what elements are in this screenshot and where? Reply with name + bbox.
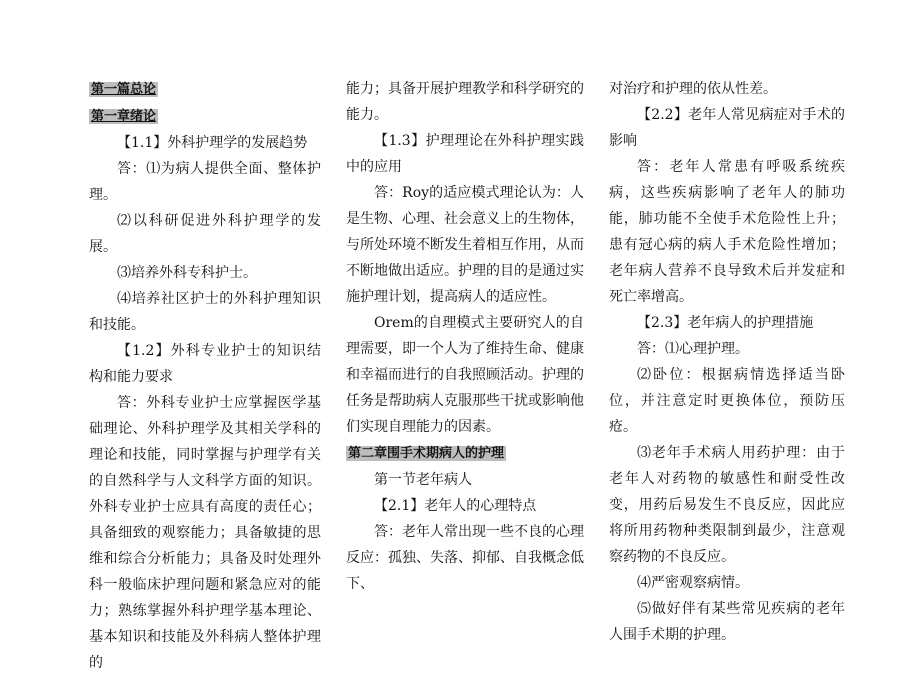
- section-1-title: 第一节老年病人: [374, 472, 472, 488]
- chapter-2-title: 第二章围手术期病人的护理: [348, 446, 505, 461]
- question-2-3: 【2.3】老年病人的护理措施: [637, 315, 814, 331]
- chapter-1-title: 第一章绪论: [91, 109, 157, 124]
- answer-1-1-item-4: ⑷培养社区护士的外科护理知识和技能。: [89, 291, 321, 333]
- answer-2-3-item-5: ⑸做好伴有某些常见疾病的老年人围手术期的护理。: [609, 601, 845, 643]
- column-left: [89, 76, 321, 676]
- answer-1-2-continued: 能力；具备开展护理教学和科学研究的能力。: [346, 81, 584, 123]
- question-2-2: 【2.2】老年人常见病症对手术的影响: [609, 107, 845, 149]
- answer-2-3-item-3: ⑶老年手术病人用药护理：由于老年人对药物的敏感性和耐受性改变，用药后易发生不良反应，因此应将所用药物种类限制到最少，注意观察药物的不良反应。: [609, 445, 845, 565]
- answer-1-2: 答：外科专业护士应掌握医学基础理论、外科护理学及其相关学科的理论和技能，同时掌握与护理学有关的自然科学与人文科学方面的知识。外科专业护士应具有高度的责任心；具备细致的观察能力；具备敏捷的思维和综合分析能力；具备及时处理外科一般临床护理问题和紧急应对的能力；熟练掌握外科护理学基本理论、基本知识和技能及外科病人整体护理的: [89, 395, 321, 671]
- answer-2-3-item-4: ⑷严密观察病情。: [637, 575, 749, 591]
- part-title: 第一篇总论: [91, 82, 157, 97]
- column-right: [609, 76, 845, 648]
- answer-2-3-item-2: ⑵卧位：根据病情选择适当卧位，并注意定时更换体位，预防压疮。: [609, 367, 845, 435]
- answer-2-1: 答：老年人常出现一些不良的心理反应：孤独、失落、抑郁、自我概念低下、: [346, 524, 584, 592]
- answer-2-1-continued: 对治疗和护理的依从性差。: [609, 81, 777, 97]
- answer-1-1-item-2: ⑵以科研促进外科护理学的发展。: [89, 213, 321, 255]
- question-1-3: 【1.3】护理理论在外科护理实践中的应用: [346, 133, 584, 175]
- answer-2-2: 答：老年人常患有呼吸系统疾病，这些疾病影响了老年人的肺功能，肺功能不全使手术危险性上升；患有冠心病的病人手术危险性增加；老年病人营养不良导致术后并发症和死亡率增高。: [609, 159, 845, 305]
- question-2-1: 【2.1】老年人的心理特点: [374, 498, 537, 514]
- answer-1-3-orem: Orem的自理模式主要研究人的自理需要，即一个人为了维持生命、健康和幸福而进行的自我照顾活动。护理的任务是帮助病人克服那些干扰或影响他们实现自理能力的因素。: [346, 315, 584, 435]
- answer-1-3-roy: 答：Roy的适应模式理论认为：人是生物、心理、社会意义上的生物体，与所处环境不断发生着相互作用，从而不断地做出适应。护理的目的是通过实施护理计划，提高病人的适应性。: [346, 185, 584, 305]
- column-middle: [346, 76, 584, 597]
- answer-1-1-item-3: ⑶培养外科专科护士。: [117, 265, 257, 281]
- answer-1-1-item-1: 答：⑴为病人提供全面、整体护理。: [89, 161, 321, 203]
- question-1-2: 【1.2】外科专业护士的知识结构和能力要求: [89, 343, 321, 385]
- question-1-1: 【1.1】外科护理学的发展趋势: [117, 135, 308, 151]
- answer-2-3-item-1: 答：⑴心理护理。: [637, 341, 749, 357]
